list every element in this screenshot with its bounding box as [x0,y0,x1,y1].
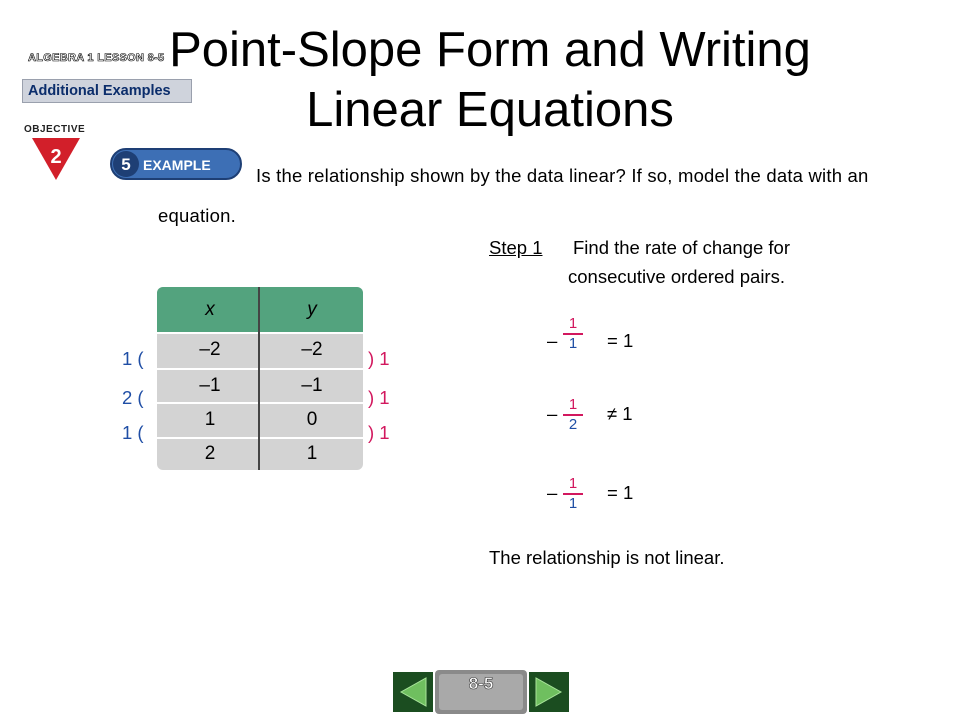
table-cell: 2 [204,443,216,464]
table-cell: –1 [301,375,323,396]
step-text-line-1: Find the rate of change for [573,237,790,258]
table-header-y: y [307,299,317,320]
rate-relation: ≠ 1 [607,403,633,424]
rate-numerator: 1 [563,396,583,416]
lesson-tag: ALGEBRA 1 LESSON 8-5 [28,52,165,64]
rate-numerator: 1 [563,475,583,495]
rate-sign: – [547,330,558,351]
x-diff-label: 2 ( [122,387,144,408]
page-title [60,20,920,140]
y-diff-label: ) 1 [368,348,390,369]
table-cell: 1 [204,409,216,430]
data-table [157,287,363,470]
y-diff-label: ) 1 [368,387,390,408]
example-label: EXAMPLE [143,157,211,173]
example-number: 5 [121,155,131,174]
table-cell: 0 [306,409,318,430]
rate-fraction [563,396,583,434]
objective-label: OBJECTIVE [24,124,86,135]
rate-relation: = 1 [607,330,634,351]
step-text-line-2: consecutive ordered pairs. [568,266,785,287]
slide-navigation [393,670,569,714]
rate-denominator: 2 [568,416,578,433]
lesson-button-label[interactable]: 8-5 [468,674,494,693]
x-diff-label: 1 ( [122,422,144,443]
rate-sign: – [547,403,558,424]
rate-fraction [563,475,583,513]
rate-fraction [563,315,583,353]
rate-relation: = 1 [607,482,634,503]
table-header-x: x [205,299,215,320]
table-cell: 1 [306,443,318,464]
table-cell: –2 [199,339,221,360]
objective-number: 2 [50,146,62,168]
table-cell: –2 [301,339,323,360]
step-label: Step 1 [489,237,543,258]
title-line-2: Linear Equations [306,83,674,137]
question-text: Is the relationship shown by the data linear? If so, model the data with an equation. [158,165,869,226]
additional-examples-label: Additional Examples [28,83,171,99]
rate-denominator: 1 [568,495,578,512]
rate-sign: – [547,482,558,503]
rate-denominator: 1 [568,335,578,352]
y-diff-label: ) 1 [368,422,390,443]
objective-triangle-icon [20,124,92,188]
title-line-1: Point-Slope Form and Writing [169,23,811,77]
table-cell: –1 [199,375,221,396]
conclusion-text: The relationship is not linear. [489,547,725,568]
rate-numerator: 1 [563,315,583,335]
objective-badge [20,124,92,188]
x-diff-label: 1 ( [122,348,144,369]
